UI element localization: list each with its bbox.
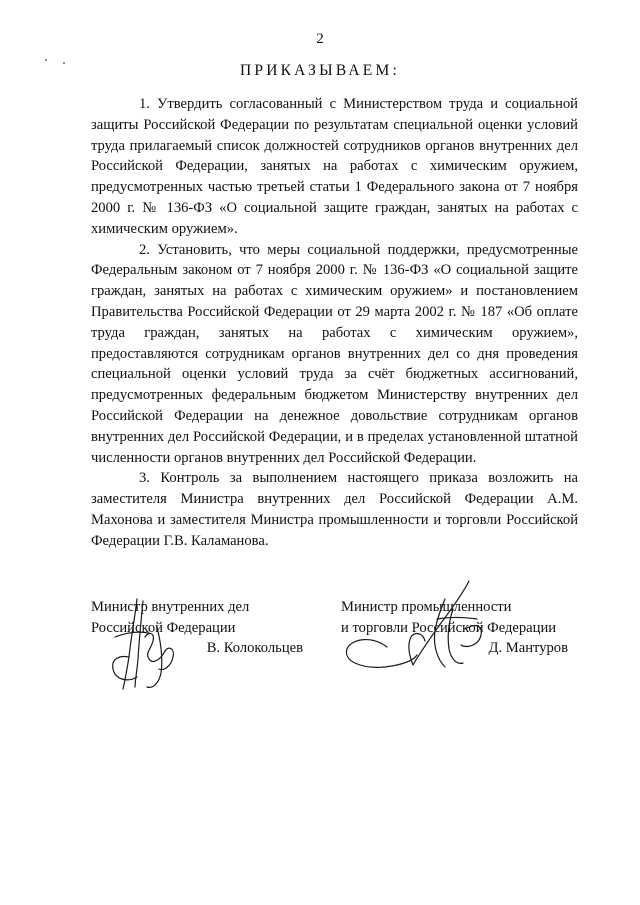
signer-right-title-line2: и торговли Российской Федерации (341, 619, 557, 636)
paragraph-3: 3. Контроль за выполнением настоящего приказа возложить на заместителя Министра внутренних дел Российской Федерации А.М. Махонова и заместителя Министра промышленности и торговли Российской Федерации Г.В. Каламанова. (91, 470, 578, 549)
signer-left-name: В. Колокольцев (206, 640, 303, 656)
signature-right (341, 597, 578, 707)
order-heading: ПРИКАЗЫВАЕМ: (240, 62, 400, 79)
scan-speck (45, 59, 47, 61)
signer-right-title-line1: Министр промышленности (341, 599, 512, 615)
page-number: 2 (316, 31, 324, 47)
signature-block (91, 597, 578, 717)
signer-right-name: Д. Мантуров (488, 640, 568, 656)
order-body (91, 94, 578, 552)
signature-left (91, 597, 321, 707)
paragraph-2: 2. Установить, что меры социальной поддержки, предусмотренные Федеральным законом от 7 ноября 2000 г. № 136-ФЗ «О социальной защите граждан, занятых на работах с химическим оружием» и постановлением Правительства Российской Федерации от 29 марта 2002 г. № 187 «Об оплате труда граждан, занятых на работах с химическим оружием», предоставляются сотрудникам органов внутренних дел со дня проведения специальной оценки условий труда за счёт бюджетных ассигнований, предусмотренных федеральным бюджетом Министерству внутренних дел Российской Федерации на денежное довольствие сотрудникам органов внутренних дел Российской Федерации, и в пределах установленной штатной численности органов внутренних дел Российской Федерации. (91, 241, 578, 466)
signer-left-title-line2: Российской Федерации (91, 619, 236, 636)
signer-left-title-line1: Министр внутренних дел (91, 599, 250, 615)
paragraph-1: 1. Утвердить согласованный с Министерством труда и социальной защиты Российской Федерации по результатам специальной оценки условий труда прилагаемый список должностей сотрудников органов внутренних дел Российской Федерации, занятых на работах с химическим оружием, предусмотренных частью третьей статьи 1 Федерального закона от 7 ноября 2000 г. № 136-ФЗ «О социальной защите граждан, занятых на работах с химическим оружием». (91, 96, 578, 237)
